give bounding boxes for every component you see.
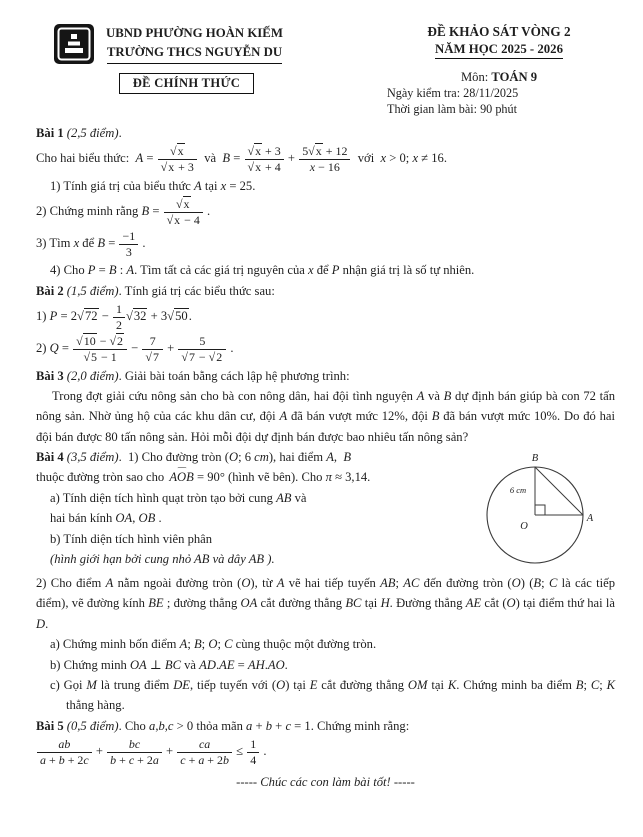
bai1-q3: 3) Tìm x để B = $\frac{-1}{3}$ . bbox=[36, 229, 146, 259]
bai4-q2b: b) Chứng minh OA ⊥ BC và AD.AE = AH.AO. bbox=[50, 657, 288, 672]
italic-text: c bbox=[83, 752, 89, 767]
italic-text: b bbox=[223, 752, 230, 767]
italic-text: H bbox=[380, 596, 390, 611]
bai3-problem: Trong đợt giải cứu nông sản cho bà con nông dân, hai đội tình nguyện A và B dự định bán giúp bà con 72 tấn nông sản. Nhờ ủng hộ của các khu dân cư, đội A đã bán vượt mức 12%, đội B đã bán vượt mức 10%. Do đó hai đội bán được 80 tấn nông sản. Hỏi mỗi đội dự định bán được bao nhiêu tấn nông sản? bbox=[36, 388, 616, 444]
italic-text: (2,0 điểm) bbox=[66, 368, 119, 383]
italic-text: c bbox=[128, 752, 135, 767]
bai4-q1a-cont: hai bán kính OA, OB . bbox=[50, 511, 162, 526]
italic-text: AB bbox=[276, 490, 292, 505]
italic-text: Q bbox=[49, 341, 59, 356]
italic-text: B bbox=[222, 151, 231, 166]
italic-text: c bbox=[180, 752, 186, 767]
italic-text: O bbox=[241, 576, 251, 591]
sqrt-radical: √ 50 bbox=[167, 308, 189, 323]
chord-AB bbox=[535, 467, 583, 515]
italic-text: P bbox=[87, 263, 96, 278]
bai4-q1b-note bbox=[36, 549, 457, 569]
italic-text: B bbox=[108, 263, 117, 278]
italic-text: AB bbox=[380, 576, 396, 591]
fraction: $\frac{1}{4}$ bbox=[247, 737, 259, 767]
italic-text: A bbox=[179, 637, 188, 652]
school-name: TRƯỜNG THCS NGUYỄN DU bbox=[107, 43, 282, 64]
italic-text: B bbox=[343, 450, 352, 465]
italic-text: K bbox=[447, 678, 457, 693]
italic-text: B bbox=[141, 203, 150, 218]
arc-hat: ⌢ AOB bbox=[169, 467, 193, 487]
bai1-q4: 4) Cho P = B : A. Tìm tất cả các giá trị nguyên của x để P nhận giá trị là số tự nhiên. bbox=[50, 263, 475, 278]
italic-text: M bbox=[86, 678, 97, 693]
fraction: 7 √ 7 bbox=[142, 334, 163, 364]
fraction: $\frac{ab}{a + b + 2c}$ bbox=[37, 737, 92, 767]
bai4-q2c: c) Gọi M là trung điểm DE, tiếp tuyến với (O) tại E cắt đường thẳng OM tại K. Chứng minh ba điểm B; C; K thẳng hàng. bbox=[50, 678, 615, 713]
italic-text: ab bbox=[58, 737, 71, 752]
right-angle-marker bbox=[535, 505, 545, 515]
fraction: $\frac{5 √ x + 12}{x - 16}$ bbox=[299, 144, 350, 174]
bai2-q2: 2) Q = √ 10 − √ 2 √ 5 − 1 − 7 √ 7 + 5 √ 7 − √ 2 . bbox=[36, 333, 615, 365]
sqrt-radical: √ x bbox=[161, 159, 176, 174]
fraction: √ x √ x + 3 bbox=[158, 144, 197, 174]
bai4-q1a: a) Tính diện tích hình quạt tròn tạo bởi cung AB và bbox=[50, 490, 307, 505]
organization-name: UBND PHƯỜNG HOÀN KIẾM bbox=[106, 26, 283, 40]
italic-text: DE bbox=[173, 678, 190, 693]
italic-text: A bbox=[105, 576, 114, 591]
fraction: 5 √ 7 − √ 2 bbox=[178, 334, 226, 364]
italic-text: (hình giới hạn bởi cung nhỏ AB và dây AB ). bbox=[50, 552, 275, 567]
header-left bbox=[54, 24, 283, 117]
sqrt-radical: √ 32 bbox=[126, 308, 148, 323]
bai5-heading: Bài 5 (0,5 điểm). Cho a,b,c > 0 thỏa mãn a + b + c = 1. Chứng minh rằng: bbox=[36, 718, 410, 733]
figure-label-o: O bbox=[520, 521, 528, 533]
figure-label-radius: 6 cm bbox=[509, 485, 527, 496]
italic-text: AE bbox=[219, 657, 235, 672]
document-body bbox=[36, 123, 615, 793]
italic-text: x bbox=[412, 151, 419, 166]
bai4-heading: Bài 4 (3,5 điểm). 1) Cho đường tròn (O; 6 cm), hai điểm A, B bbox=[36, 450, 352, 465]
problems-4b-to-5 bbox=[36, 573, 615, 793]
bai1-q2: 2) Chứng minh rằng B = √ x √ x − 4 . bbox=[36, 196, 615, 228]
italic-text: b bbox=[265, 718, 273, 733]
official-exam-badge-wrap bbox=[54, 73, 283, 94]
subject-value: TOÁN 9 bbox=[491, 70, 538, 84]
sqrt-radical: √ x bbox=[308, 143, 323, 158]
official-exam-badge: ĐỀ CHÍNH THỨC bbox=[119, 73, 254, 94]
italic-text: bc bbox=[128, 737, 141, 752]
italic-text: A bbox=[416, 388, 425, 403]
circle-figure bbox=[457, 447, 615, 573]
italic-text: (2,5 điểm) bbox=[66, 126, 119, 140]
italic-text: O bbox=[506, 596, 516, 611]
sqrt-radical: √ x bbox=[176, 196, 191, 211]
italic-text: B bbox=[193, 637, 202, 652]
italic-text: BC bbox=[164, 657, 181, 672]
italic-text: (1,5 điểm) bbox=[66, 283, 119, 298]
fraction: √ x √ x − 4 bbox=[164, 197, 203, 227]
bai5-inequality: $\frac{ab}{a + b + 2c}$ + $\frac{bc}{b + c + 2a}$ + $\frac{ca}{c + a + 2b}$ ≤ $\frac{1}{4}$ . bbox=[36, 736, 615, 768]
italic-text: AE bbox=[465, 596, 482, 611]
italic-text: x bbox=[308, 263, 314, 278]
subject-label: Môn: bbox=[460, 70, 492, 84]
italic-text: A bbox=[126, 263, 135, 278]
school-emblem-icon bbox=[54, 24, 94, 64]
bai1-given-expressions: Cho hai biểu thức: A = √ x √ x + 3 và B = √ x + 3 √ x + 4 + $\frac{5 √ x + 12}{x - 16}$ với x > 0; x ≠ 16. bbox=[36, 143, 615, 175]
sqrt-radical: √ x bbox=[248, 143, 263, 158]
bai4-q2a: a) Chứng minh bốn điểm A; B; O; C cùng thuộc một đường tròn. bbox=[50, 637, 377, 652]
italic-text: A bbox=[326, 450, 334, 465]
italic-text: C bbox=[224, 637, 233, 652]
italic-text: cm bbox=[254, 450, 269, 465]
figure-label-a: A bbox=[586, 513, 594, 525]
italic-text: OA bbox=[129, 657, 147, 672]
bai1-heading: Bài 1 (2,5 điểm). bbox=[36, 126, 122, 140]
italic-text: x bbox=[220, 178, 227, 193]
italic-text: (0,5 điểm) bbox=[66, 718, 119, 733]
italic-text: B bbox=[575, 678, 584, 693]
school-emblem-graphic bbox=[54, 24, 94, 64]
school-year: NĂM HỌC 2025 - 2026 bbox=[435, 42, 563, 59]
bai4-part2: 2) Cho điểm A nằm ngoài đường tròn (O), từ A vẽ hai tiếp tuyến AB; AC đến đường tròn (O) (B; C là các tiếp điểm), vẽ đường kính BE ; đường thẳng OA cắt đường thẳng BC tại H. Đường thẳng AE cắt (O) tại điểm thứ hai là D. bbox=[36, 576, 615, 631]
italic-text: A bbox=[194, 178, 202, 193]
italic-text: c bbox=[167, 718, 174, 733]
italic-text: B bbox=[431, 409, 440, 424]
circle-figure-graphic bbox=[457, 449, 607, 569]
fraction: $\frac{1}{2}$ bbox=[113, 302, 125, 332]
italic-text: OA bbox=[240, 596, 258, 611]
sqrt-radical: √ x bbox=[248, 159, 263, 174]
sqrt-radical: √ 10 bbox=[76, 333, 97, 348]
bai3-heading: Bài 3 (2,0 điểm). Giải bài toán bằng cách lập hệ phương trình: bbox=[36, 368, 350, 383]
italic-text: O bbox=[228, 450, 239, 465]
bai4-q1b: b) Tính diện tích hình viên phân bbox=[50, 531, 213, 546]
italic-text: AC bbox=[403, 576, 420, 591]
italic-text: B bbox=[443, 388, 452, 403]
bai1-q1: 1) Tính giá trị của biểu thức A tại x = 25. bbox=[50, 178, 256, 193]
italic-text: b bbox=[58, 752, 65, 767]
italic-text: a bbox=[246, 718, 253, 733]
italic-text: π bbox=[325, 470, 332, 485]
italic-text: OM bbox=[407, 678, 428, 693]
italic-text: ----- Chúc các con làm bài tốt! ----- bbox=[236, 775, 415, 790]
italic-text: c bbox=[285, 718, 292, 733]
italic-text: P bbox=[49, 309, 58, 324]
italic-text: D bbox=[36, 616, 46, 631]
bold-text: Bài 4 bbox=[36, 450, 67, 465]
bai2-heading: Bài 2 (1,5 điểm). Tính giá trị các biểu thức sau: bbox=[36, 283, 275, 298]
italic-text: x bbox=[309, 159, 316, 174]
italic-text: BE bbox=[148, 596, 164, 611]
italic-text: AD bbox=[199, 657, 216, 672]
bold-text: Bài 5 bbox=[36, 718, 67, 733]
italic-text: A bbox=[135, 151, 144, 166]
italic-text: a bbox=[198, 752, 205, 767]
italic-text: OB bbox=[138, 511, 156, 526]
sqrt-radical: √ 2 bbox=[109, 333, 124, 348]
italic-text: AO bbox=[267, 657, 285, 672]
italic-text: B bbox=[533, 576, 542, 591]
sqrt-radical: √ 5 bbox=[83, 349, 98, 364]
fraction: √ x + 3 √ x + 4 bbox=[245, 144, 284, 174]
italic-text: P bbox=[331, 263, 340, 278]
sqrt-radical: √ x bbox=[167, 212, 182, 227]
italic-text: a bbox=[152, 752, 159, 767]
italic-text: BC bbox=[345, 596, 362, 611]
bai4-line2: thuộc đường tròn sao cho ⌢ AOB = 90° (hình vẽ bên). Cho π ≈ 3,14. bbox=[36, 467, 457, 487]
italic-text: x bbox=[380, 151, 387, 166]
exam-duration: Thời gian làm bài: 90 phút bbox=[387, 102, 517, 116]
fraction: $\frac{bc}{b + c + 2a}$ bbox=[107, 737, 162, 767]
exam-title: ĐỀ KHẢO SÁT VÒNG 2 bbox=[427, 24, 571, 39]
organization-block bbox=[106, 24, 283, 64]
bold-text: Bài 1 bbox=[36, 126, 67, 140]
italic-text: O bbox=[208, 637, 218, 652]
header bbox=[36, 24, 615, 117]
sqrt-radical: √ 7 bbox=[145, 349, 160, 364]
italic-text: (3,5 điểm) bbox=[66, 450, 119, 465]
bold-text: Bài 3 bbox=[36, 368, 67, 383]
italic-text: A bbox=[276, 576, 285, 591]
italic-text: b bbox=[110, 752, 117, 767]
italic-text: x bbox=[73, 236, 80, 251]
italic-text: C bbox=[548, 576, 558, 591]
fraction: √ 10 − √ 2 √ 5 − 1 bbox=[73, 334, 127, 364]
sqrt-radical: √ x bbox=[170, 143, 185, 158]
sqrt-radical: √ 2 bbox=[209, 349, 224, 364]
italic-text: OA bbox=[115, 511, 133, 526]
sqrt-radical: √ 72 bbox=[77, 308, 99, 323]
italic-text: a bbox=[149, 718, 156, 733]
figure-label-b: B bbox=[531, 453, 539, 465]
italic-text: b bbox=[158, 718, 165, 733]
bold-text: Bài 2 bbox=[36, 283, 67, 298]
fraction: $\frac{-1}{3}$ bbox=[119, 229, 138, 259]
italic-text: O bbox=[511, 576, 521, 591]
italic-text: ca bbox=[199, 737, 211, 752]
problem-4-text bbox=[36, 447, 457, 569]
exam-date: Ngày kiểm tra: 28/11/2025 bbox=[387, 86, 519, 100]
italic-text: C bbox=[590, 678, 600, 693]
italic-text: B bbox=[97, 236, 106, 251]
sqrt-radical: √ 7 bbox=[181, 349, 196, 364]
italic-text: A bbox=[279, 409, 288, 424]
problems-1-to-3 bbox=[36, 123, 615, 447]
fraction: $\frac{ca}{c + a + 2b}$ bbox=[177, 737, 232, 767]
italic-text: AH bbox=[247, 657, 265, 672]
subject-line bbox=[383, 70, 615, 85]
italic-text: K bbox=[606, 678, 615, 693]
italic-text: a bbox=[40, 752, 46, 767]
italic-text: O bbox=[276, 678, 286, 693]
problem-4-row bbox=[36, 447, 615, 573]
italic-text: E bbox=[309, 678, 318, 693]
header-right bbox=[383, 24, 615, 117]
bai2-q1: 1) P = 2 √ 72 − $\frac{1}{2}$ √ 32 + 3 √ 50. bbox=[36, 301, 615, 333]
closing-note bbox=[36, 772, 615, 792]
